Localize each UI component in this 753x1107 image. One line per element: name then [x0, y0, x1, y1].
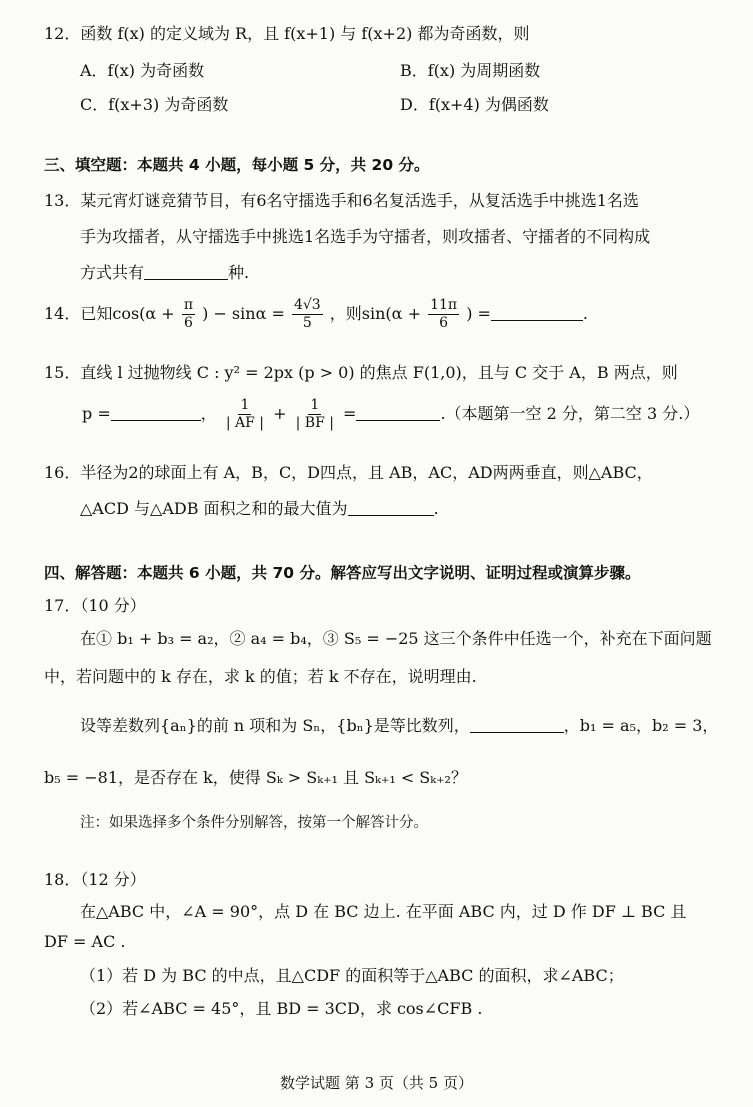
q14-line — [44, 297, 733, 332]
q16-line2 — [80, 496, 733, 519]
q15-fraction-1-over-bf: $\frac{1}{| BF |}$ — [295, 397, 334, 431]
section3-title: 三、填空题：本题共 4 小题，每小题 5 分，共 20 分。 — [44, 156, 430, 174]
q17-line1: 在① b₁ + b₃ = a₂，② a₄ = b₄，③ S₅ = −25 这三个条件中任选一个，补充在下面问题 — [80, 629, 712, 648]
q12-option-a: A．f(x) 为奇函数 — [80, 61, 205, 80]
q17-line3-prefix: 设等差数列{aₙ}的前 n 项和为 Sₙ，{bₙ}是等比数列， — [80, 716, 470, 735]
q14-mid3: ) = — [466, 304, 491, 323]
q16-line1: 16．半径为2的球面上有 A，B，C，D四点，且 AB，AC，AD两两垂直，则△ABC， — [44, 463, 653, 482]
q14-mid1: ) − sinα = — [202, 304, 285, 323]
q15-suffix: .（本题第一空 2 分，第二空 3 分.） — [440, 404, 700, 423]
q12-option-d: D．f(x+4) 为偶函数 — [400, 95, 549, 114]
q12-option-c: C．f(x+3) 为奇函数 — [80, 95, 229, 114]
q18-line1: 在△ABC 中，∠A = 90°，点 D 在 BC 边上. 在平面 ABC 内，过 D 作 DF ⊥ BC 且 — [80, 902, 687, 921]
answer-blank[interactable] — [348, 499, 434, 516]
q13-line2: 手为攻擂者，从守擂选手中挑选1名选手为守擂者，则攻擂者、守擂者的不同构成 — [80, 227, 651, 246]
q17-note: 注：如果选择多个条件分别解答，按第一个解答计分。 — [80, 815, 428, 831]
answer-blank[interactable] — [144, 263, 228, 280]
q17-line2: 中，若问题中的 k 存在，求 k 的值；若 k 不存在，说明理由. — [44, 667, 477, 686]
q15-line2 — [82, 397, 733, 432]
q18-header: 18．（12 分） — [44, 870, 146, 889]
q13-line3-suffix: 种. — [228, 263, 250, 282]
q17-header: 17．（10 分） — [44, 596, 146, 615]
page-footer: 数学试题 第 3 页（共 5 页） — [280, 1074, 473, 1092]
q15-comma: ， — [200, 404, 217, 423]
q18-part1: （1）若 D 为 BC 的中点，且△CDF 的面积等于△ABC 的面积，求∠ABC； — [80, 966, 624, 985]
q17-line3 — [80, 713, 733, 736]
answer-blank-condition[interactable] — [470, 716, 564, 733]
q14-fraction-11pi-over-6: $\frac{11\pi}{6}$ — [430, 297, 458, 331]
q16-line2-suffix: . — [433, 499, 439, 518]
q14-mid2: ，则sin(α + — [329, 304, 421, 323]
q18-part2: （2）若∠ABC = 45°，且 BD = 3CD，求 cos∠CFB . — [80, 999, 483, 1018]
q12-option-b: B．f(x) 为周期函数 — [400, 61, 541, 80]
answer-blank-sum[interactable] — [356, 404, 440, 421]
q14-fraction-4root3-over-5: $\frac{4√3}{5}$ — [293, 297, 321, 331]
section4-title: 四、解答题：本题共 6 小题，共 70 分。解答应写出文字说明、证明过程或演算步骤。 — [44, 564, 641, 582]
q14-prefix: 14．已知cos(α + — [44, 304, 175, 323]
answer-blank-p[interactable] — [111, 404, 201, 421]
answer-blank[interactable] — [491, 304, 583, 321]
q15-line1: 15．直线 l 过抛物线 C : y² = 2px (p > 0) 的焦点 F(1,0)，且与 C 交于 A，B 两点，则 — [44, 363, 678, 382]
q13-line1: 13．某元宵灯谜竞猜节目，有6名守擂选手和6名复活选手，从复活选手中挑选1名选 — [44, 191, 639, 210]
q12-stem: 12．函数 f(x) 的定义域为 R，且 f(x+1) 与 f(x+2) 都为奇函数，则 — [44, 24, 530, 43]
q15-p-label: p = — [82, 404, 111, 423]
q15-fraction-1-over-af: $\frac{1}{| AF |}$ — [225, 397, 265, 431]
q15-plus: + — [273, 404, 287, 423]
q15-eq: = — [343, 404, 357, 423]
q17-line3-suffix: ，b₁ = a₅，b₂ = 3， — [563, 716, 719, 735]
q14-fraction-pi-over-6: $\frac{\pi}{6}$ — [183, 297, 194, 331]
q18-line2: DF = AC . — [44, 932, 126, 951]
q13-line3 — [80, 260, 733, 283]
q13-line3-prefix: 方式共有 — [80, 263, 145, 282]
q14-suffix: . — [582, 304, 589, 323]
q16-line2-prefix: △ACD 与△ADB 面积之和的最大值为 — [80, 499, 348, 518]
q17-line4: b₅ = −81，是否存在 k，使得 Sₖ > Sₖ₊₁ 且 Sₖ₊₁ < Sₖ₊₂？ — [44, 768, 467, 787]
